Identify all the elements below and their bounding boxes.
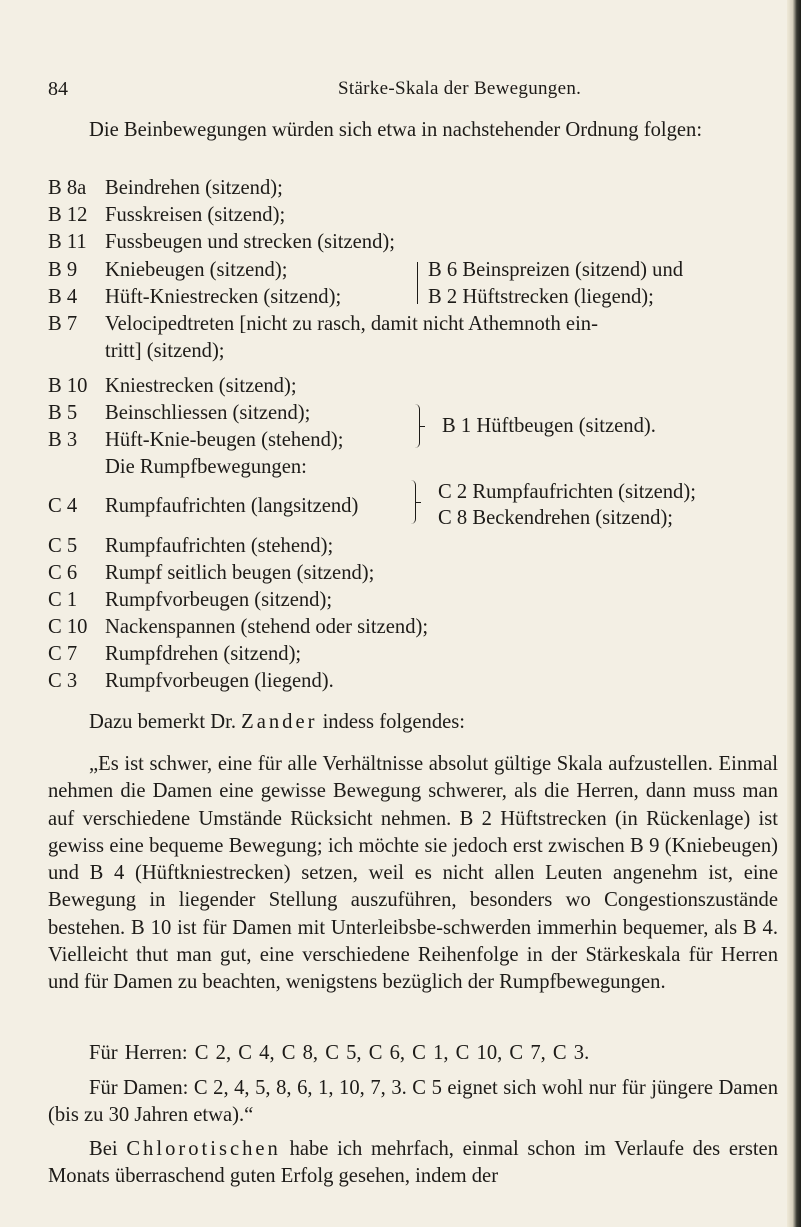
page-number: 84 xyxy=(48,78,68,100)
emphasized-word: Chlorotischen xyxy=(126,1138,281,1160)
herren-line: Für Herren: C 2, C 4, C 8, C 5, C 6, C 1, C 10, C 7, C 3. xyxy=(89,1042,590,1064)
intro-paragraph: Die Beinbewegungen würden sich etwa in nachstehender Ordnung folgen: xyxy=(89,119,703,141)
side-item-b1: B 1 Hüftbeugen (sitzend). xyxy=(442,415,656,437)
quote-paragraph: „Es ist schwer, eine für alle Verhältnisse absolut gültige Skala aufzustellen. Einmal nehmen die Damen eine gewisse Bewegung schwerer, als die Herren, dann muss man auf verschiedene Umstände Rücksicht nehmen. B 2 Hüftstrecken (in Rückenlage) ist gewiss eine bequeme Bewegung; ich möchte sie jedoch erst zwischen B 9 (Kniebeugen) und B 4 (Hüftkniestrecken) setzen, weil es nicht allen Leuten angenehm ist, eine Bewegung in liegender Stellung auszuführen, besonders wo Congestionszustände bestehen. B 10 ist für Damen mit Unterleibsbe-schwerden immerhin bequemer, als B 4. Vielleicht thut man gut, eine verschiedene Reihenfolge in der Stärkeskala für Herren und für Damen zu beachten, wenigstens bezüglich der Rumpfbewegungen. xyxy=(48,753,778,994)
page-edge-shadow xyxy=(787,0,801,1227)
closing-paragraph: Bei Chlorotischen habe ich mehrfach, einmal schon im Verlaufe des ersten Monats überraschend guten Erfolg gesehen, indem der xyxy=(48,1138,778,1187)
damen-paragraph: Für Damen: C 2, 4, 5, 8, 6, 1, 10, 7, 3. C 5 eignet sich wohl nur für jüngere Damen (bis zu 30 Jahren etwa).“ xyxy=(48,1077,778,1126)
brace xyxy=(414,404,420,448)
list-item-continuation: tritt] (sitzend); xyxy=(105,340,225,362)
side-item-c2: C 2 Rumpfaufrichten (sitzend); xyxy=(438,481,696,503)
brace xyxy=(410,480,416,524)
side-item-c8: C 8 Beckendrehen (sitzend); xyxy=(438,507,674,529)
trunk-heading: Die Rumpfbewegungen: xyxy=(105,456,307,478)
remark-line: Dazu bemerkt Dr. Zander indess folgendes: xyxy=(89,711,466,733)
running-title: Stärke-Skala der Bewegungen. xyxy=(338,78,582,99)
author-name: Zander xyxy=(241,711,318,733)
side-item-b6: B 6 Beinspreizen (sitzend) und xyxy=(428,259,684,281)
grouping-bar xyxy=(417,262,418,304)
side-item-b2: B 2 Hüftstrecken (liegend); xyxy=(428,286,654,308)
